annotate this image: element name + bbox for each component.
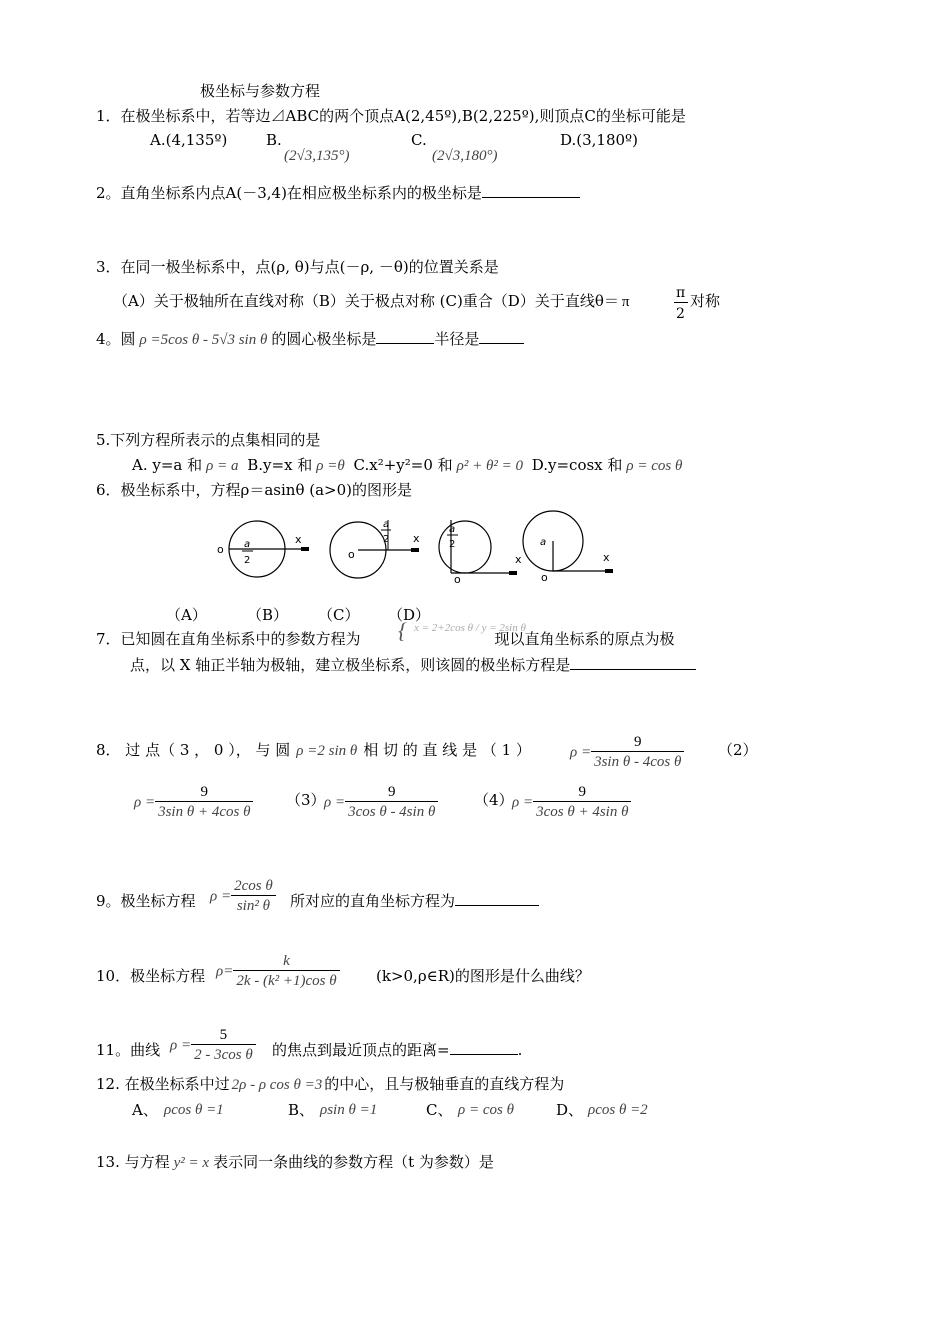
q6-figures xyxy=(205,505,625,587)
answer-blank[interactable] xyxy=(482,183,580,198)
figure-b xyxy=(330,519,420,578)
q3-stem: 3．在同一极坐标系中，点(ρ, θ)与点(－ρ, －θ)的位置关系是 xyxy=(96,258,499,276)
label-x: x xyxy=(295,533,302,546)
q3-two: 2 xyxy=(676,306,685,322)
svg-text:a: a xyxy=(449,524,456,535)
q3-fraction-bar xyxy=(674,302,688,303)
q2-stem: 2。直角坐标系内点A(－3,4)在相应极坐标系内的极坐标是 xyxy=(96,183,580,203)
q7-line1: 7．已知圆在直角坐标系中的参数方程为 现以直角坐标系的原点为极 xyxy=(96,630,675,648)
q8-l3: （3） xyxy=(286,791,326,809)
q3-options: （A）关于极轴所在直线对称（B）关于极点对称 (C)重合（D）关于直线θ＝ π xyxy=(113,292,630,310)
q7-brace: { xyxy=(398,618,407,643)
q10-formula: ρ= $\frac{k}{\text{2k - (k² +1)cos θ}}$ xyxy=(216,952,340,991)
q12-stem: 12. 在极坐标系中过 2ρ - ρ cos θ =3 的中心，且与极轴垂直的直线方程为 xyxy=(96,1075,565,1093)
q1-option-c-formula: (2√3,180°) xyxy=(432,148,498,164)
page-title: 极坐标与参数方程 xyxy=(200,82,321,100)
q4-line: 4。圆 ρ =5cos θ - 5√3 sin θ 的圆心极坐标是 半径是 xyxy=(96,329,524,350)
q5-stem: 5.下列方程所表示的点集相同的是 xyxy=(96,431,321,449)
q7-line2: 点，以 X 轴正半轴为极轴，建立极坐标系，则该圆的极坐标方程是 xyxy=(130,655,696,675)
q5-options: A. y=a 和 ρ = a B.y=x 和 ρ =θ C.x²+y²=0 和 ρ² + θ² = 0 D.y=cosx 和 ρ = cos θ xyxy=(132,456,683,474)
label-o: o xyxy=(217,543,224,556)
q8-line1: 8． 过 点（ 3 ， 0 ）， 与 圆 ρ =2 sin θ 相 切 的 直 线 是 （ 1 ） xyxy=(96,741,531,759)
svg-text:a: a xyxy=(540,537,547,548)
q11-formula: ρ = $\frac{5}{\text{2 - 3cos θ}}$ xyxy=(170,1026,256,1065)
q6-label-b: （B） xyxy=(247,606,289,624)
q12-opt-b-label: B、 xyxy=(288,1101,315,1119)
q12-opt-a-label: A、 xyxy=(132,1101,158,1119)
q1-option-c: C. xyxy=(411,131,427,149)
q3-tail: 对称 xyxy=(690,292,721,310)
svg-text:o: o xyxy=(541,571,548,584)
svg-text:2: 2 xyxy=(449,539,456,550)
q9-tail: 所对应的直角坐标方程为 xyxy=(290,891,539,911)
q12-opt-d: ρcos θ =2 xyxy=(588,1102,648,1118)
svg-text:a: a xyxy=(383,519,390,530)
q1-stem: 1．在极坐标系中，若等边⊿ABC的两个顶点A(2,45º),B(2,225º),则顶点C的坐标可能是 xyxy=(96,107,686,125)
q1-option-b: B. xyxy=(266,131,282,149)
q12-opt-c-label: C、 xyxy=(426,1101,453,1119)
q11-tail: 的焦点到最近顶点的距离= . xyxy=(272,1041,523,1059)
q11-prefix: 11。曲线 xyxy=(96,1041,161,1059)
svg-text:x: x xyxy=(603,551,610,564)
q8-opt1: ρ = $\frac{9}{\text{3sin θ - 4cos θ}}$ xyxy=(570,733,684,772)
q1-option-a: A.(4,135º) xyxy=(150,131,228,149)
q12-opt-a: ρcos θ =1 xyxy=(164,1102,224,1118)
svg-text:2: 2 xyxy=(244,555,251,566)
svg-text:x: x xyxy=(413,532,420,545)
q10-prefix: 10．极坐标方程 xyxy=(96,967,206,985)
q7-param-eq: x = 2+2cos θ / y = 2sin θ xyxy=(414,622,526,634)
q8-opt4: ρ = $\frac{9}{\text{3cos θ + 4sin θ}}$ xyxy=(512,783,631,822)
figure-c xyxy=(439,520,522,586)
q8-l4: （4） xyxy=(474,791,514,809)
figure-a xyxy=(217,521,309,577)
q9-prefix: 9。极坐标方程 xyxy=(96,892,196,910)
q6-stem: 6．极坐标系中，方程ρ＝asinθ (a>0)的图形是 xyxy=(96,481,413,499)
svg-text:o: o xyxy=(348,548,355,561)
figure-d xyxy=(523,511,613,584)
q3-pi: π xyxy=(676,285,686,301)
q12-opt-c: ρ = cos θ xyxy=(458,1102,514,1118)
q1-option-b-formula: (2√3,135°) xyxy=(284,148,350,164)
q9-formula: ρ = $\frac{\text{2cos θ}}{\text{sin² θ}}$ xyxy=(210,877,276,916)
q8-opt3: ρ = $\frac{9}{\text{3cos θ - 4sin θ}}$ xyxy=(324,783,438,822)
svg-text:o: o xyxy=(454,573,461,586)
q12-opt-b: ρsin θ =1 xyxy=(320,1102,378,1118)
q10-tail: (k>0,ρ∈R)的图形是什么曲线？ xyxy=(376,967,590,985)
q8-l2: （2） xyxy=(718,741,758,759)
q1-option-d: D.(3,180º) xyxy=(560,131,638,149)
svg-text:a: a xyxy=(244,539,251,550)
svg-text:2: 2 xyxy=(383,534,390,545)
q6-label-c: （C） xyxy=(318,606,360,624)
q6-label-a: （A） xyxy=(166,606,207,624)
q13-line: 13. 与方程 y² = x 表示同一条曲线的参数方程（t 为参数）是 xyxy=(96,1153,494,1171)
q6-label-d: （D） xyxy=(388,606,431,624)
q8-opt2: ρ = $\frac{9}{\text{3sin θ + 4cos θ}}$ xyxy=(134,783,253,822)
q12-opt-d-label: D、 xyxy=(556,1101,584,1119)
svg-text:x: x xyxy=(515,553,522,566)
